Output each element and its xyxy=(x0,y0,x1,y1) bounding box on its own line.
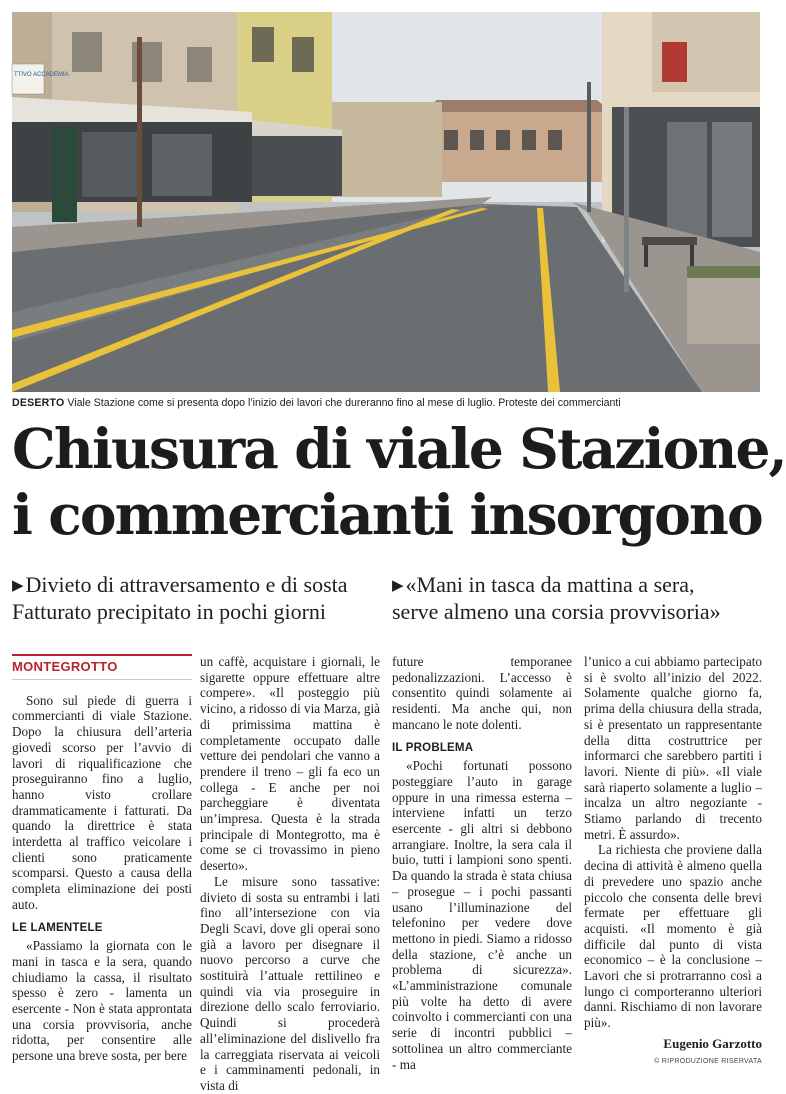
lamp-pole xyxy=(137,37,142,227)
subhead-left-line-1: Divieto di attraversamento e di sosta xyxy=(25,572,348,597)
subhead-right-line-1: «Mani in tasca da mattina a sera, xyxy=(405,572,695,597)
bench xyxy=(642,237,697,245)
photo-caption xyxy=(12,396,772,410)
paragraph: future temporanee pedonalizzazioni. L’accesso è consentito quindi solamente ai residenti. Ma anche qui, non mancano le note dolenti. xyxy=(392,654,572,732)
caption-tag: DESERTO xyxy=(12,397,65,409)
paragraph: Sono sul piede di guerra i commercianti di viale Stazione. Dopo la chiusura dell’arteria giovedì scorso per l’avvio di lavori di riqualificazione che proseguiranno fino a luglio, hanno visto crollare drammaticamente i fatturati. Da quando la direttrice è stata interdetta al traffico veicolare i clienti sono praticamente scomparsi. Questo a causa della completa eliminazione dei posti auto. xyxy=(12,692,192,912)
shop-sign-board xyxy=(52,127,77,222)
section-heading-problema: IL PROBLEMA xyxy=(392,741,474,754)
shop-sign-text: TTIVO ACCADEMIA xyxy=(14,72,69,78)
headline-line-2: i commercianti insorgono xyxy=(12,482,762,547)
kicker-location: MONTEGROTTO xyxy=(12,654,192,680)
awning-red xyxy=(662,42,687,82)
paragraph: l’unico a cui abbiamo partecipato si è svolto all’inizio del 2022. Solamente qualche giorno fa, prima della chiusura della strada, si è presentato un rappresentante della ditta costruttrice per informarci che sarebbero partiti i lavori. Niente di più». «Il viale sarà riaperto solamente a luglio – incalza un altro negoziante - Stiamo parlando di trecento metri. È assurdo». xyxy=(584,654,762,842)
triangle-marker-icon: ▶ xyxy=(12,578,24,594)
paragraph: un caffè, acquistare i giornali, le sigarette oppure effettuare altre compere». «Il posteggio più vicino, a ridosso di via Marza, già di primissima mattina è completamente occupato dalle vetture dei pendolari che vanno a prendere il treno – gli fa eco un collega - E anche per noi parcheggiare è diventata un’impresa. Questa è la strada principale di Montegrotto, ma è come se ci trovassimo in pieno deserto». xyxy=(200,654,380,874)
subhead-right-line-2: serve almeno una corsia provvisoria» xyxy=(392,599,721,624)
paragraph: La richiesta che proviene dalla decina di attività è almeno quella di prevedere uno spazio anche piccolo che consenta delle brevi fermate per effettuare gli acquisti. «Il momento è già difficile dal punto di vista economico – è la conclusione – Lavori che si protrarranno così a lungo ci comporteranno ulteriori danni. Rischiamo di non lavorare più». xyxy=(584,842,762,1031)
copyright-notice: © RIPRODUZIONE RISERVATA xyxy=(654,1057,762,1065)
headline xyxy=(12,416,786,548)
paragraph: «Passiamo la giornata con le mani in tasca e la sera, quando chiudiamo la cassa, il risultato spesso è zero - lamenta un esercente - Non è stata approntata una corsia provvisoria, anche ridotta, per consentire alle persone una breve sosta, per bere xyxy=(12,938,192,1064)
subhead-left-line-2: Fatturato precipitato in pochi giorni xyxy=(12,599,327,624)
headline-line-1: Chiusura di viale Stazione, xyxy=(12,416,786,481)
subhead-left xyxy=(12,572,348,625)
article-column-4 xyxy=(584,654,762,1069)
section-heading-lamentele: LE LAMENTELE xyxy=(12,921,103,934)
subhead-right xyxy=(392,572,721,625)
caption-text: Viale Stazione come si presenta dopo l’inizio dei lavori che dureranno fino al mese di luglio. Proteste dei commercianti xyxy=(67,397,621,409)
paragraph: Le misure sono tassative: divieto di sosta su entrambi i lati fino all’intersezione con via Degli Scavi, dove gli operai sono già a lavoro per disegnare il nuovo percorso a curve che sostituirà l’attuale rettilineo e quindi via via proseguire in direzione dello scalo ferroviario. Quindi si procederà all’eliminazione del dislivello fra la carreggiata riservata ai veicoli e i camminamenti pedonali, in vista di xyxy=(200,873,380,1093)
article-column-2 xyxy=(200,654,380,1094)
planter xyxy=(687,274,760,344)
triangle-marker-icon: ▶ xyxy=(392,578,404,594)
street-photo-illustration xyxy=(12,12,760,392)
article-column-1 xyxy=(12,654,192,1064)
paragraph: «Pochi fortunati possono posteggiare l’auto in garage oppure in una rimessa esterna – interviene infatti un terzo esercente - gli altri si debbono arrangiare. Inoltre, la sera cala il buio, tutti i lampioni sono spenti. Da quando la strada è stata chiusa – prosegue – i pochi passanti usano l’illuminazione del telefonino per vedere dove mettono in piedi. Siamo a ridosso della stazione, c’è anche un problema di sicurezza». «L’amministrazione comunale più volte ha detto di avere coinvolto i commercianti con una serie di incontri pubblici – sottolinea un altro commerciante - ma xyxy=(392,758,572,1072)
author-byline: Eugenio Garzotto xyxy=(663,1035,762,1051)
street-photo xyxy=(12,12,760,392)
article-column-3 xyxy=(392,654,572,1072)
